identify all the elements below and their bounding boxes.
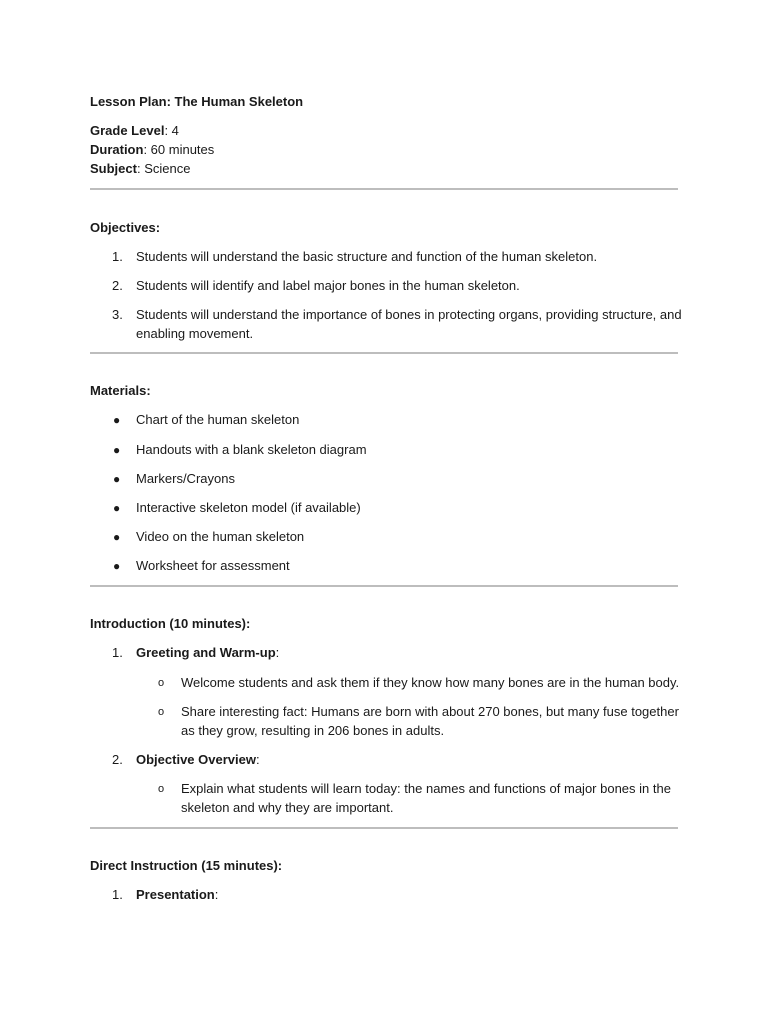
circle-bullet: o bbox=[158, 783, 165, 795]
grade-level-line: Grade Level: 4 bbox=[90, 123, 179, 138]
circle-bullet: o bbox=[158, 677, 165, 689]
sub-item-text: Welcome students and ask them if they know how many bones are in the human body. bbox=[181, 675, 680, 690]
document-title: Lesson Plan: The Human Skeleton bbox=[90, 94, 304, 109]
section-divider bbox=[90, 188, 678, 190]
objective-number: 3. bbox=[112, 307, 123, 322]
bullet-dot: ● bbox=[113, 443, 121, 457]
sub-item-text-continued: as they grow, resulting in 206 bones in adults. bbox=[181, 723, 445, 738]
introduction-heading: Introduction (10 minutes): bbox=[90, 616, 251, 631]
step-title: Presentation: bbox=[136, 887, 219, 902]
section-divider bbox=[90, 827, 678, 829]
bullet-dot: ● bbox=[113, 472, 121, 486]
material-item: Worksheet for assessment bbox=[136, 558, 290, 573]
objective-text: Students will understand the basic structure and function of the human skeleton. bbox=[136, 249, 598, 264]
objective-text-continued: enabling movement. bbox=[136, 326, 254, 341]
duration-line: Duration: 60 minutes bbox=[90, 142, 215, 157]
material-item: Chart of the human skeleton bbox=[136, 412, 300, 427]
bullet-dot: ● bbox=[113, 530, 121, 544]
bullet-dot: ● bbox=[113, 559, 121, 573]
bullet-dot: ● bbox=[113, 501, 121, 515]
objective-text: Students will understand the importance of bones in protecting organs, providing structure, and bbox=[136, 307, 682, 322]
sub-item-text: Share interesting fact: Humans are born with about 270 bones, but many fuse together bbox=[181, 704, 679, 719]
objectives-heading: Objectives: bbox=[90, 220, 161, 235]
objective-number: 2. bbox=[112, 278, 123, 293]
material-item: Markers/Crayons bbox=[136, 471, 235, 486]
material-item: Video on the human skeleton bbox=[136, 529, 305, 544]
step-number: 2. bbox=[112, 752, 123, 767]
bullet-dot: ● bbox=[113, 413, 121, 427]
sub-item-text-continued: skeleton and why they are important. bbox=[181, 800, 394, 815]
step-title: Objective Overview: bbox=[136, 752, 260, 767]
objective-text: Students will identify and label major bones in the human skeleton. bbox=[136, 278, 520, 293]
material-item: Handouts with a blank skeleton diagram bbox=[136, 442, 367, 457]
step-number: 1. bbox=[112, 887, 123, 902]
materials-heading: Materials: bbox=[90, 383, 151, 398]
step-title: Greeting and Warm-up: bbox=[136, 645, 280, 660]
objective-number: 1. bbox=[112, 249, 123, 264]
subject-line: Subject: Science bbox=[90, 161, 191, 176]
section-divider bbox=[90, 585, 678, 587]
step-number: 1. bbox=[112, 645, 123, 660]
direct-instruction-heading: Direct Instruction (15 minutes): bbox=[90, 858, 283, 873]
circle-bullet: o bbox=[158, 706, 165, 718]
sub-item-text: Explain what students will learn today: the names and functions of major bones in the bbox=[181, 781, 671, 796]
section-divider bbox=[90, 352, 678, 354]
material-item: Interactive skeleton model (if available) bbox=[136, 500, 361, 515]
